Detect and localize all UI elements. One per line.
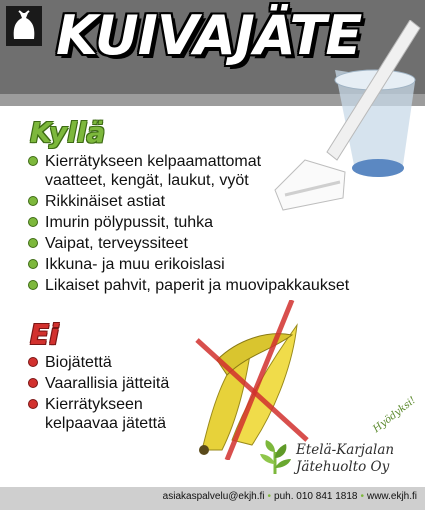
website-link[interactable]: www.ekjh.fi: [366, 491, 417, 502]
list-item: Kierrätykseen kelpaavaa jätettä: [26, 395, 206, 433]
list-item: Vaipat, terveyssiteet: [26, 234, 406, 253]
bullet-icon: [29, 400, 37, 408]
bullet-icon: [29, 379, 37, 387]
list-item: Imurin pölypussit, tuhka: [26, 213, 406, 232]
bullet-icon: [29, 281, 37, 289]
footer-bar: [0, 487, 425, 510]
list-item: Rikkinäiset astiat: [26, 192, 406, 211]
separator-dot: •: [267, 491, 272, 502]
bullet-icon: [29, 157, 37, 165]
bullet-icon: [29, 239, 37, 247]
page-title: KUIVAJÄTE: [56, 4, 362, 67]
list-item: Likaiset pahvit, paperit ja muovipakkaukset: [26, 276, 406, 295]
leaf-logo-icon: [258, 438, 292, 476]
company-logo: [258, 395, 423, 482]
list-item: Biojätettä: [26, 353, 206, 372]
company-name: Etelä-Karjalan Jätehuolto Oy: [296, 442, 395, 475]
list-item: Vaarallisia jätteitä: [26, 374, 206, 393]
bullet-icon: [29, 218, 37, 226]
list-item: Kierrätykseen kelpaamattomat vaatteet, kengät, laukut, vyöt: [26, 152, 406, 190]
bullet-icon: [29, 197, 37, 205]
bullet-icon: [29, 260, 37, 268]
trash-bag-icon: [6, 6, 42, 46]
logo-tagline: Hyödyksi!: [371, 395, 419, 435]
accepted-items-list: [26, 152, 406, 297]
list-item: Ikkuna- ja muu erikoislasi: [26, 255, 406, 274]
contact-info: [163, 491, 417, 502]
separator-dot: •: [360, 491, 364, 502]
rejected-items-list: [26, 353, 206, 435]
bullet-icon: [29, 358, 37, 366]
phone-number: puh. 010 841 1818: [274, 491, 358, 502]
no-heading: Ei: [30, 318, 59, 351]
yes-heading: Kyllä: [30, 116, 106, 149]
email-link[interactable]: asiakaspalvelu@ekjh.fi: [162, 491, 265, 502]
